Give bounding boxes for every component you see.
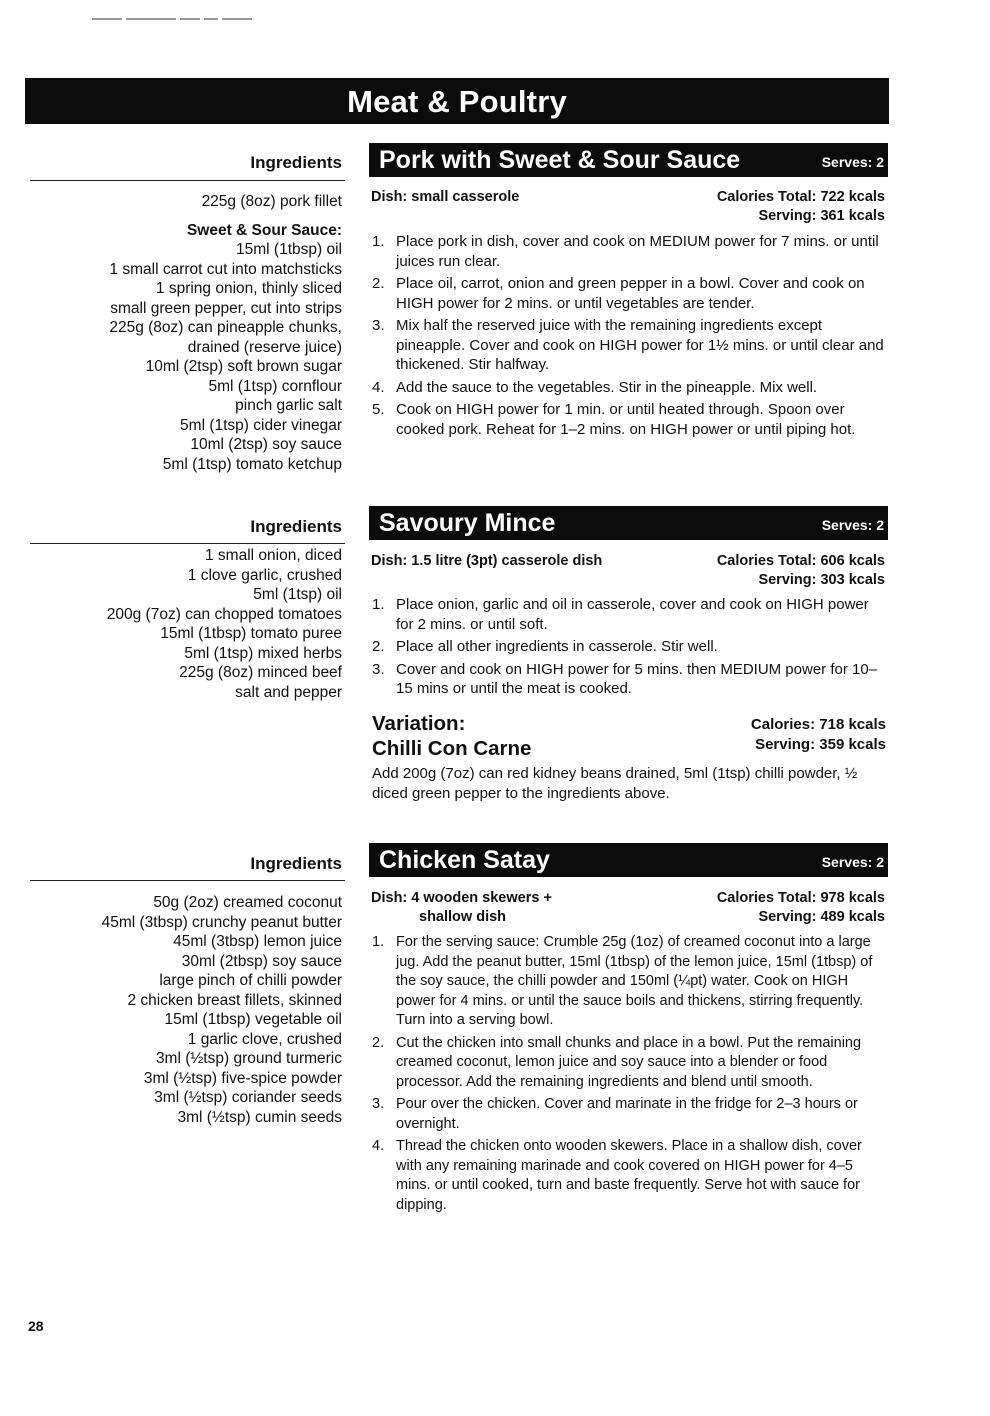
recipe-title-bar [369, 506, 888, 540]
step-number: 4. [372, 378, 385, 396]
ingredient-subheading: Sweet & Sour Sauce: [186, 221, 342, 239]
dish-label [371, 889, 671, 927]
ingredients-divider [30, 880, 345, 881]
ingredients-heading: Ingredients [250, 517, 342, 536]
step-number: 3. [372, 1096, 385, 1112]
ingredients-heading: Ingredients [250, 153, 342, 172]
method-step [370, 637, 890, 657]
serves-label: Serves: 2 [821, 154, 884, 170]
dish-label: Dish: small casserole [371, 189, 520, 205]
ingredients-list [20, 893, 342, 1127]
ingredient-item: 3ml (½tsp) cumin seeds [177, 1108, 342, 1126]
step-number: 1. [372, 934, 385, 950]
method-step [370, 933, 890, 1031]
ingredient-item: 2 chicken breast fillets, skinned [127, 991, 342, 1009]
method-step [370, 1137, 890, 1215]
step-text: Place all other ingredients in casserole. Stir well. [396, 638, 718, 655]
calories-serving: Serving: 361 kcals [758, 208, 885, 224]
method-steps [370, 232, 890, 442]
calories-serving: Serving: 303 kcals [758, 572, 885, 588]
ingredient-item: 5ml (1tsp) cornflour [208, 377, 342, 395]
variation-calories-serving: Serving: 359 kcals [755, 736, 886, 753]
ingredient-item: 50g (2oz) creamed coconut [153, 894, 342, 911]
ingredient-item: 15ml (1tbsp) vegetable oil [164, 1011, 342, 1028]
ingredient-item: drained (reserve juice) [187, 338, 342, 356]
method-steps [370, 595, 890, 702]
ingredient-item: 1 garlic clove, crushed [187, 1030, 342, 1048]
page-number: 28 [28, 1318, 44, 1334]
ingredient-item: 225g (8oz) can pineapple chunks, [109, 319, 342, 336]
method-step [370, 316, 890, 375]
step-text: Add the sauce to the vegetables. Stir in the pineapple. Mix well. [396, 378, 818, 396]
calories-info [717, 188, 885, 226]
recipe-title: Pork with Sweet & Sour Sauce [379, 146, 741, 174]
step-text: Place pork in dish, cover and cook on MEDIUM power for 7 mins. or until juices run clear. [396, 233, 879, 270]
ingredients-divider [30, 180, 345, 181]
variation-label: Variation: [372, 712, 466, 735]
step-number: 2. [372, 638, 385, 655]
step-number: 5. [372, 401, 385, 418]
ingredient-item: large pinch of chilli powder [159, 972, 342, 989]
method-step [370, 1034, 890, 1093]
ingredient-item: 225g (8oz) minced beef [179, 664, 342, 681]
ingredient-item: 45ml (3tbsp) crunchy peanut butter [101, 913, 342, 931]
step-text: Thread the chicken onto wooden skewers. Place in a shallow dish, cover with any remaining marinade and cook covered on HIGH power for 4–5 mins. or until cooked, turn and baste frequently. Serve hot with sauce for dipping. [396, 1138, 862, 1213]
step-number: 2. [372, 275, 385, 292]
step-number: 3. [372, 660, 385, 678]
recipe-title-bar [369, 143, 888, 177]
method-step [370, 232, 890, 271]
ingredient-spacer [20, 212, 342, 221]
dish-line-2: shallow dish [419, 909, 507, 925]
step-number: 4. [372, 1138, 385, 1154]
scan-artifact [92, 10, 262, 20]
calories-total: Calories Total: 978 kcals [716, 890, 885, 906]
method-step [370, 660, 890, 699]
dish-line-1: Dish: 4 wooden skewers + [371, 890, 552, 906]
ingredients-divider [30, 543, 345, 544]
ingredient-item: 10ml (2tsp) soft brown sugar [145, 358, 342, 375]
ingredient-item: 3ml (½tsp) five-spice powder [143, 1069, 342, 1087]
recipe-title: Chicken Satay [379, 846, 550, 874]
ingredients-list [20, 192, 342, 474]
calories-info [717, 889, 885, 927]
calories-total: Calories Total: 606 kcals [716, 553, 885, 569]
ingredient-item: 3ml (½tsp) ground turmeric [155, 1050, 342, 1067]
ingredient-item: 1 small onion, diced [205, 547, 342, 564]
method-step [370, 1095, 890, 1134]
recipe-title: Savoury Mince [379, 509, 556, 537]
ingredients-heading: Ingredients [250, 854, 342, 873]
dish-label: Dish: 1.5 litre (3pt) casserole dish [371, 553, 603, 569]
ingredient-item: 15ml (1tbsp) tomato puree [160, 625, 342, 642]
ingredient-item: 225g (8oz) pork fillet [201, 193, 342, 210]
method-step [370, 595, 890, 634]
ingredient-item: salt and pepper [235, 683, 342, 701]
ingredient-item: 30ml (2tbsp) soy sauce [181, 952, 342, 970]
step-text: Cover and cook on HIGH power for 5 mins. then MEDIUM power for 10–15 mins or until the meat is cooked. [396, 660, 878, 697]
ingredient-item: 1 spring onion, thinly sliced [155, 280, 342, 297]
variation-calories-total: Calories: 718 kcals [750, 716, 886, 733]
ingredient-item: 15ml (1tbsp) oil [236, 241, 342, 258]
ingredient-item: 45ml (3tbsp) lemon juice [173, 933, 342, 950]
method-step [370, 378, 890, 398]
calories-info [717, 552, 885, 590]
step-text: For the serving sauce: Crumble 25g (1oz) of creamed coconut into a large jug. Add the peanut butter, 15ml (1tbsp) of the lemon juice, 15ml (1tbsp) of the soy sauce, the chilli powder and 150ml (¼pt) water. Cook on HIGH power for 4 mins. or until the sauce boils and thickens, stirring frequently. Turn into a serving bowl. [396, 934, 873, 1028]
ingredient-item: 5ml (1tsp) cider vinegar [180, 416, 342, 434]
step-number: 2. [372, 1034, 385, 1051]
method-step [370, 400, 890, 439]
calories-total: Calories Total: 722 kcals [716, 189, 885, 205]
method-step [370, 274, 890, 313]
ingredient-item: 1 clove garlic, crushed [187, 566, 342, 584]
ingredient-item: 1 small carrot cut into matchsticks [109, 260, 342, 278]
ingredient-item: 5ml (1tsp) mixed herbs [184, 644, 342, 662]
step-text: Place oil, carrot, onion and green pepper in a bowl. Cover and cook on HIGH power for 2 mins. or until vegetables are tender. [396, 275, 865, 312]
serves-label: Serves: 2 [821, 854, 884, 870]
recipe-title-bar [369, 843, 888, 877]
variation-name: Chilli Con Carne [372, 737, 532, 760]
step-number: 1. [372, 233, 385, 250]
ingredient-item: 5ml (1tsp) tomato ketchup [162, 455, 342, 473]
step-text: Mix half the reserved juice with the remaining ingredients except pineapple. Cover and cook on HIGH power for 1½ mins. or until clear and thickened. Stir halfway. [396, 317, 884, 373]
step-number: 1. [372, 596, 385, 613]
step-number: 3. [372, 317, 385, 334]
ingredient-item: 10ml (2tsp) soy sauce [190, 436, 342, 453]
ingredient-item: 3ml (½tsp) coriander seeds [154, 1089, 342, 1106]
serves-label: Serves: 2 [821, 517, 884, 533]
step-text: Cut the chicken into small chunks and place in a bowl. Put the remaining creamed coconut, lemon juice and soy sauce into a blender or food processor. Add the remaining ingredients and blend until smooth. [396, 1034, 862, 1090]
calories-serving: Serving: 489 kcals [758, 909, 885, 925]
ingredient-item: small green pepper, cut into strips [110, 299, 342, 317]
step-text: Cook on HIGH power for 1 min. or until heated through. Spoon over cooked pork. Reheat for 1–2 mins. on HIGH power or until piping hot. [396, 401, 856, 438]
ingredients-list [20, 546, 342, 702]
variation-heading [372, 711, 531, 761]
ingredient-item: pinch garlic salt [235, 397, 342, 414]
page-title: Meat & Poultry [25, 78, 889, 124]
method-steps [370, 933, 890, 1218]
variation-calories [751, 715, 886, 755]
variation-description: Add 200g (7oz) can red kidney beans drained, 5ml (1tsp) chilli powder, ½ diced green pepper to the ingredients above. [372, 765, 858, 802]
step-text: Pour over the chicken. Cover and marinate in the fridge for 2–3 hours or overnight. [396, 1096, 858, 1132]
step-text: Place onion, garlic and oil in casserole, cover and cook on HIGH power for 2 mins. or until soft. [396, 596, 869, 633]
ingredient-item: 200g (7oz) can chopped tomatoes [106, 605, 342, 623]
ingredient-item: 5ml (1tsp) oil [253, 586, 342, 603]
